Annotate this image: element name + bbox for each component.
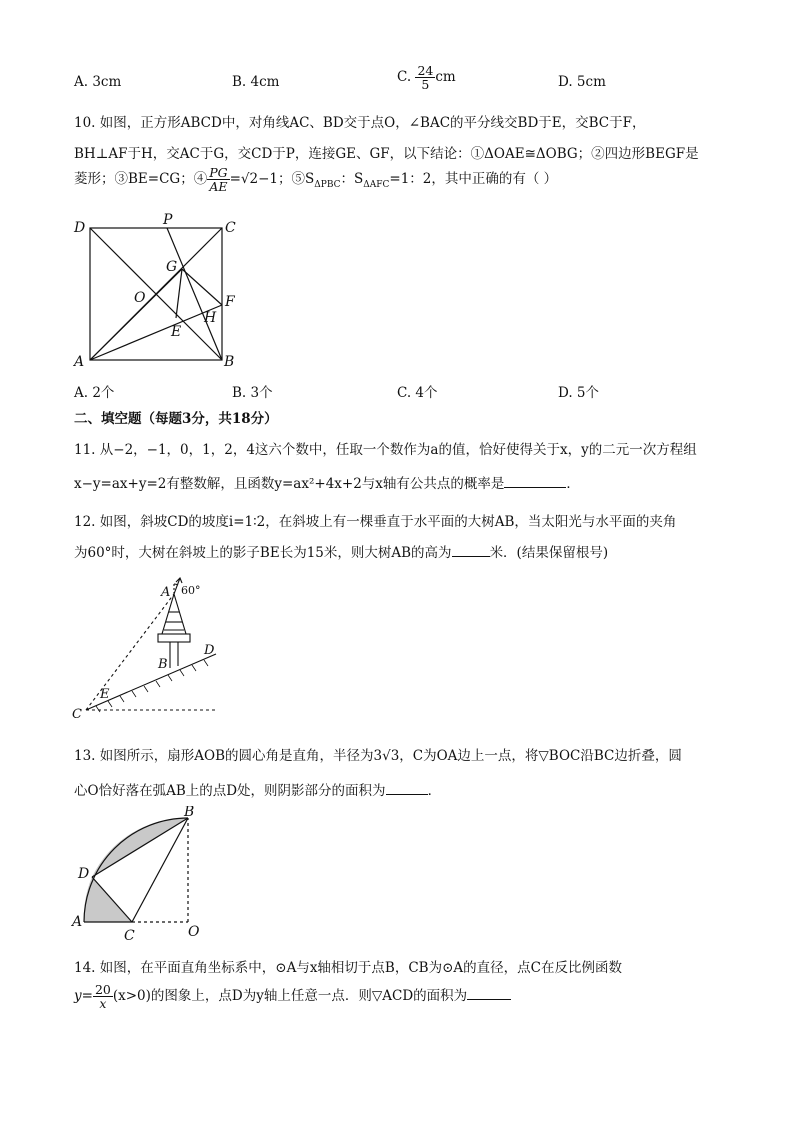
q14-line2-a: y= bbox=[74, 988, 93, 1005]
q13-line2-a: 心O恰好落在弧AB上的点D处，则阴影部分的面积为 bbox=[74, 783, 386, 799]
q9-option-c-unit: cm bbox=[435, 69, 456, 86]
q12-answer-blank bbox=[452, 556, 490, 557]
label-o: O bbox=[134, 290, 146, 306]
q10-sub1: ΔPBC bbox=[314, 179, 341, 190]
label-b: B bbox=[184, 806, 195, 820]
q14-line1: 14. 如图，在平面直角坐标系中，⊙A与x轴相切于点B，CB为⊙A的直径，点C在反比例函数 bbox=[74, 960, 622, 976]
q10-line3-a: 菱形；③BE=CG；④ bbox=[74, 171, 208, 188]
q10-line2: BH⊥AF于H，交AC于G，交CD于P，连接GE、GF，以下结论：①ΔOAE≅ΔOBG；②四边形BEGF是 bbox=[74, 146, 699, 162]
q14-line2 bbox=[74, 983, 511, 1010]
q14-answer-blank bbox=[467, 999, 511, 1000]
q9-option-d: D. 5cm bbox=[558, 74, 606, 90]
tree-pot bbox=[158, 634, 190, 642]
q10-line3-c: ：S bbox=[340, 171, 364, 188]
q10-option-c: C. 4个 bbox=[397, 385, 438, 401]
q12-slope-tree-figure bbox=[66, 570, 226, 722]
label-e: E bbox=[171, 324, 182, 340]
segment-ge bbox=[176, 269, 182, 318]
q10-frac-num: PG bbox=[209, 165, 228, 180]
q11-line2-text: x−y=ax+y=2有整数解，且函数y=ax²+4x+2与x轴有公共点的概率是 bbox=[74, 476, 505, 492]
q10-fraction bbox=[207, 166, 229, 193]
segment-bp bbox=[167, 228, 222, 360]
label-a: A bbox=[74, 354, 85, 370]
segment-db bbox=[92, 818, 188, 877]
q9-option-c-den: 5 bbox=[421, 77, 430, 93]
q10-sub2: ΔAFC bbox=[363, 179, 390, 190]
q10-line3-b: =√2−1；⑤S bbox=[229, 171, 315, 188]
q14-line2-b: (x>0)的图象上，点D为y轴上任意一点．则▽ACD的面积为 bbox=[112, 988, 468, 1005]
label-f: F bbox=[225, 294, 235, 310]
label-c: C bbox=[225, 220, 236, 236]
section-2-title: 二、填空题（每题3分，共18分） bbox=[74, 411, 278, 427]
q14-fraction bbox=[93, 983, 113, 1010]
tree-crown bbox=[162, 594, 186, 634]
q12-line2-a: 为60°时，大树在斜坡上的影子BE长为15米，则大树AB的高为 bbox=[74, 545, 452, 561]
label-a: A bbox=[161, 585, 171, 600]
label-d: D bbox=[74, 220, 86, 236]
label-d: D bbox=[204, 643, 215, 658]
angle-arc bbox=[174, 584, 178, 585]
q14-frac-den: x bbox=[99, 996, 107, 1012]
q11-answer-blank bbox=[504, 487, 566, 488]
q12-line2 bbox=[74, 541, 608, 561]
label-c: C bbox=[124, 928, 135, 944]
label-angle: 60° bbox=[181, 584, 201, 597]
q14-frac-num: 20 bbox=[94, 982, 111, 997]
q9-option-c-label: C. bbox=[397, 69, 412, 86]
label-c: C bbox=[72, 707, 82, 722]
q10-frac-den: AE bbox=[209, 179, 228, 195]
q10-option-b: B. 3个 bbox=[232, 385, 273, 401]
label-e: E bbox=[100, 687, 110, 702]
q13-line2 bbox=[74, 779, 441, 799]
q11-line2-end: ． bbox=[566, 476, 580, 492]
q9-option-c-fraction bbox=[415, 64, 435, 91]
q9-option-c bbox=[397, 64, 456, 91]
q10-line3-d: =1：2，其中正确的有（ ） bbox=[389, 171, 558, 188]
q13-line1: 13. 如图所示，扇形AOB的圆心角是直角，半径为3√3，C为OA边上一点，将▽BOC沿BC边折叠，圆 bbox=[74, 748, 682, 764]
q13-sector-figure bbox=[68, 806, 218, 946]
label-a: A bbox=[72, 914, 83, 930]
label-b: B bbox=[158, 657, 168, 672]
q13-answer-blank bbox=[386, 794, 428, 795]
segment-gf bbox=[182, 269, 222, 305]
q9-option-b: B. 4cm bbox=[232, 74, 280, 90]
q10-option-d: D. 5个 bbox=[558, 385, 600, 401]
label-b: B bbox=[224, 354, 235, 370]
q12-line1: 12. 如图，斜坡CD的坡度i=1∶2，在斜坡上有一棵垂直于水平面的大树AB，当太阳光与水平面的夹角 bbox=[74, 514, 677, 530]
q11-line1: 11. 从−2，−1，0，1，2，4这六个数中，任取一个数作为a的值，恰好使得关于x，y的二元一次方程组 bbox=[74, 442, 697, 458]
q9-option-a: A. 3cm bbox=[74, 74, 122, 90]
q10-option-a: A. 2个 bbox=[74, 385, 115, 401]
label-o: O bbox=[188, 924, 200, 940]
q10-line3 bbox=[74, 166, 557, 193]
segment-ag bbox=[90, 269, 182, 360]
q12-line2-b: 米．(结果保留根号) bbox=[489, 545, 609, 561]
q13-line2-b: ． bbox=[427, 783, 442, 799]
label-h: H bbox=[204, 310, 217, 326]
q10-line1: 10. 如图，正方形ABCD中，对角线AC、BD交于点O，∠BAC的平分线交BD于E，交BC于F， bbox=[74, 115, 646, 131]
label-p: P bbox=[163, 212, 173, 228]
q11-line2 bbox=[74, 472, 580, 492]
q9-option-c-num: 24 bbox=[417, 63, 434, 78]
label-g: G bbox=[166, 259, 178, 275]
q10-square-figure bbox=[70, 210, 245, 370]
label-d: D bbox=[78, 866, 90, 882]
